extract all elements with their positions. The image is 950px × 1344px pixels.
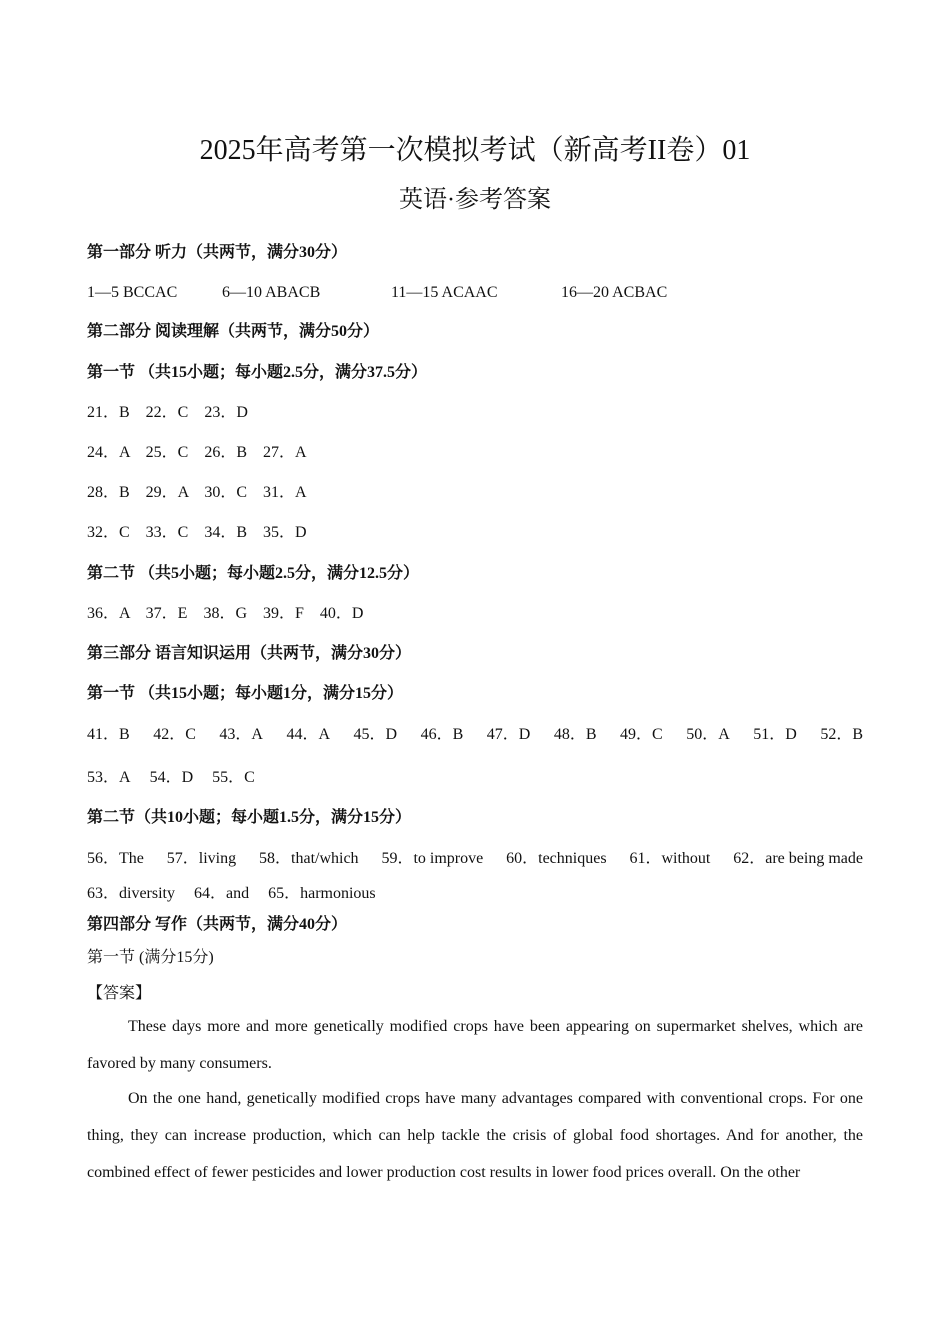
listening-answers-16-20: 16—20 ACBAC	[561, 284, 668, 301]
answer-item: 54．D	[149, 769, 194, 786]
answer-item: 56．The	[87, 850, 144, 867]
answer-item: 57．living	[166, 850, 237, 867]
page-title: 2025年高考第一次模拟考试（新高考II卷）01	[199, 135, 751, 166]
answer-item: 55．C	[212, 769, 255, 786]
listening-answers-11-15: 11—15 ACAAC	[391, 284, 498, 301]
cloze-answers-row2	[87, 768, 255, 788]
part3-section2-heading: 第二节（共10小题；每小题1.5分，满分15分）	[87, 809, 412, 826]
answer-item: 52．B	[820, 726, 863, 743]
answer-item: 58．that/which	[259, 850, 359, 867]
listening-answers-6-10: 6—10 ABACB	[222, 284, 321, 301]
essay-paragraph	[87, 1008, 863, 1082]
essay-paragraph-text: On the one hand, genetically modified crops have many advantages compared with conventional crops. For one thing, they can increase production, which can help tackle the crisis of global food shortages. And for another, the combined effect of fewer pesticides and lower production cost results in lower food prices overall. On the other	[87, 1090, 863, 1181]
answer-item: 41．B	[87, 726, 130, 743]
answer-item: 42．C	[153, 726, 196, 743]
answer-item: 63．diversity	[87, 885, 175, 902]
grammar-fill-answers-row2	[87, 884, 376, 904]
reading-answers-line: 32．C 33．C 34．B 35．D	[87, 524, 307, 541]
answer-item: 64．and	[194, 885, 250, 902]
answer-item: 46．B	[420, 726, 464, 743]
answer-item: 49．C	[620, 726, 663, 743]
part2-heading: 第二部分 阅读理解（共两节，满分50分）	[87, 323, 380, 340]
part1-heading: 第一部分 听力（共两节，满分30分）	[87, 244, 348, 261]
answer-item: 45．D	[353, 726, 398, 743]
reading-answers-line: 21．B 22．C 23．D	[87, 404, 248, 421]
part4-heading: 第四部分 写作（共两节，满分40分）	[87, 916, 348, 933]
answer-item: 61．without	[629, 850, 711, 867]
answer-item: 51．D	[753, 726, 797, 743]
part3-heading: 第三部分 语言知识运用（共两节，满分30分）	[87, 645, 412, 662]
answer-item: 48．B	[553, 726, 597, 743]
answer-item: 43．A	[219, 726, 263, 743]
part4-section1-label: 第一节 (满分15分)	[87, 949, 214, 966]
reading-answers-line: 28．B 29．A 30．C 31．A	[87, 484, 307, 501]
answer-item: 59．to improve	[381, 850, 484, 867]
reading-answers-line: 24．A 25．C 26．B 27．A	[87, 444, 307, 461]
answer-item: 44．A	[286, 726, 330, 743]
listening-answers-1-5: 1—5 BCCAC	[87, 284, 178, 301]
answer-item: 60．techniques	[506, 850, 607, 867]
part2-section1-heading: 第一节 （共15小题；每小题2.5分，满分37.5分）	[87, 364, 428, 381]
answer-item: 62．are being made	[733, 850, 863, 867]
answer-item: 50．A	[686, 726, 730, 743]
cloze-answers-row1	[87, 725, 863, 745]
part2-section2-heading: 第二节 （共5小题；每小题2.5分，满分12.5分）	[87, 565, 420, 582]
answer-item: 53．A	[87, 769, 131, 786]
answer-label: 【答案】	[87, 985, 152, 1002]
answer-item: 47．D	[486, 726, 531, 743]
essay-paragraph	[87, 1080, 863, 1191]
page-subtitle: 英语·参考答案	[399, 187, 551, 213]
grammar-fill-answers-row1	[87, 849, 863, 869]
seven-choose-five-answers: 36．A 37．E 38．G 39．F 40．D	[87, 605, 364, 622]
essay-paragraph-text: These days more and more genetically modified crops have been appearing on supermarket shelves, which are favored by many consumers.	[87, 1018, 863, 1072]
part3-section1-heading: 第一节 （共15小题；每小题1分，满分15分）	[87, 685, 404, 702]
answer-item: 65．harmonious	[268, 885, 376, 902]
